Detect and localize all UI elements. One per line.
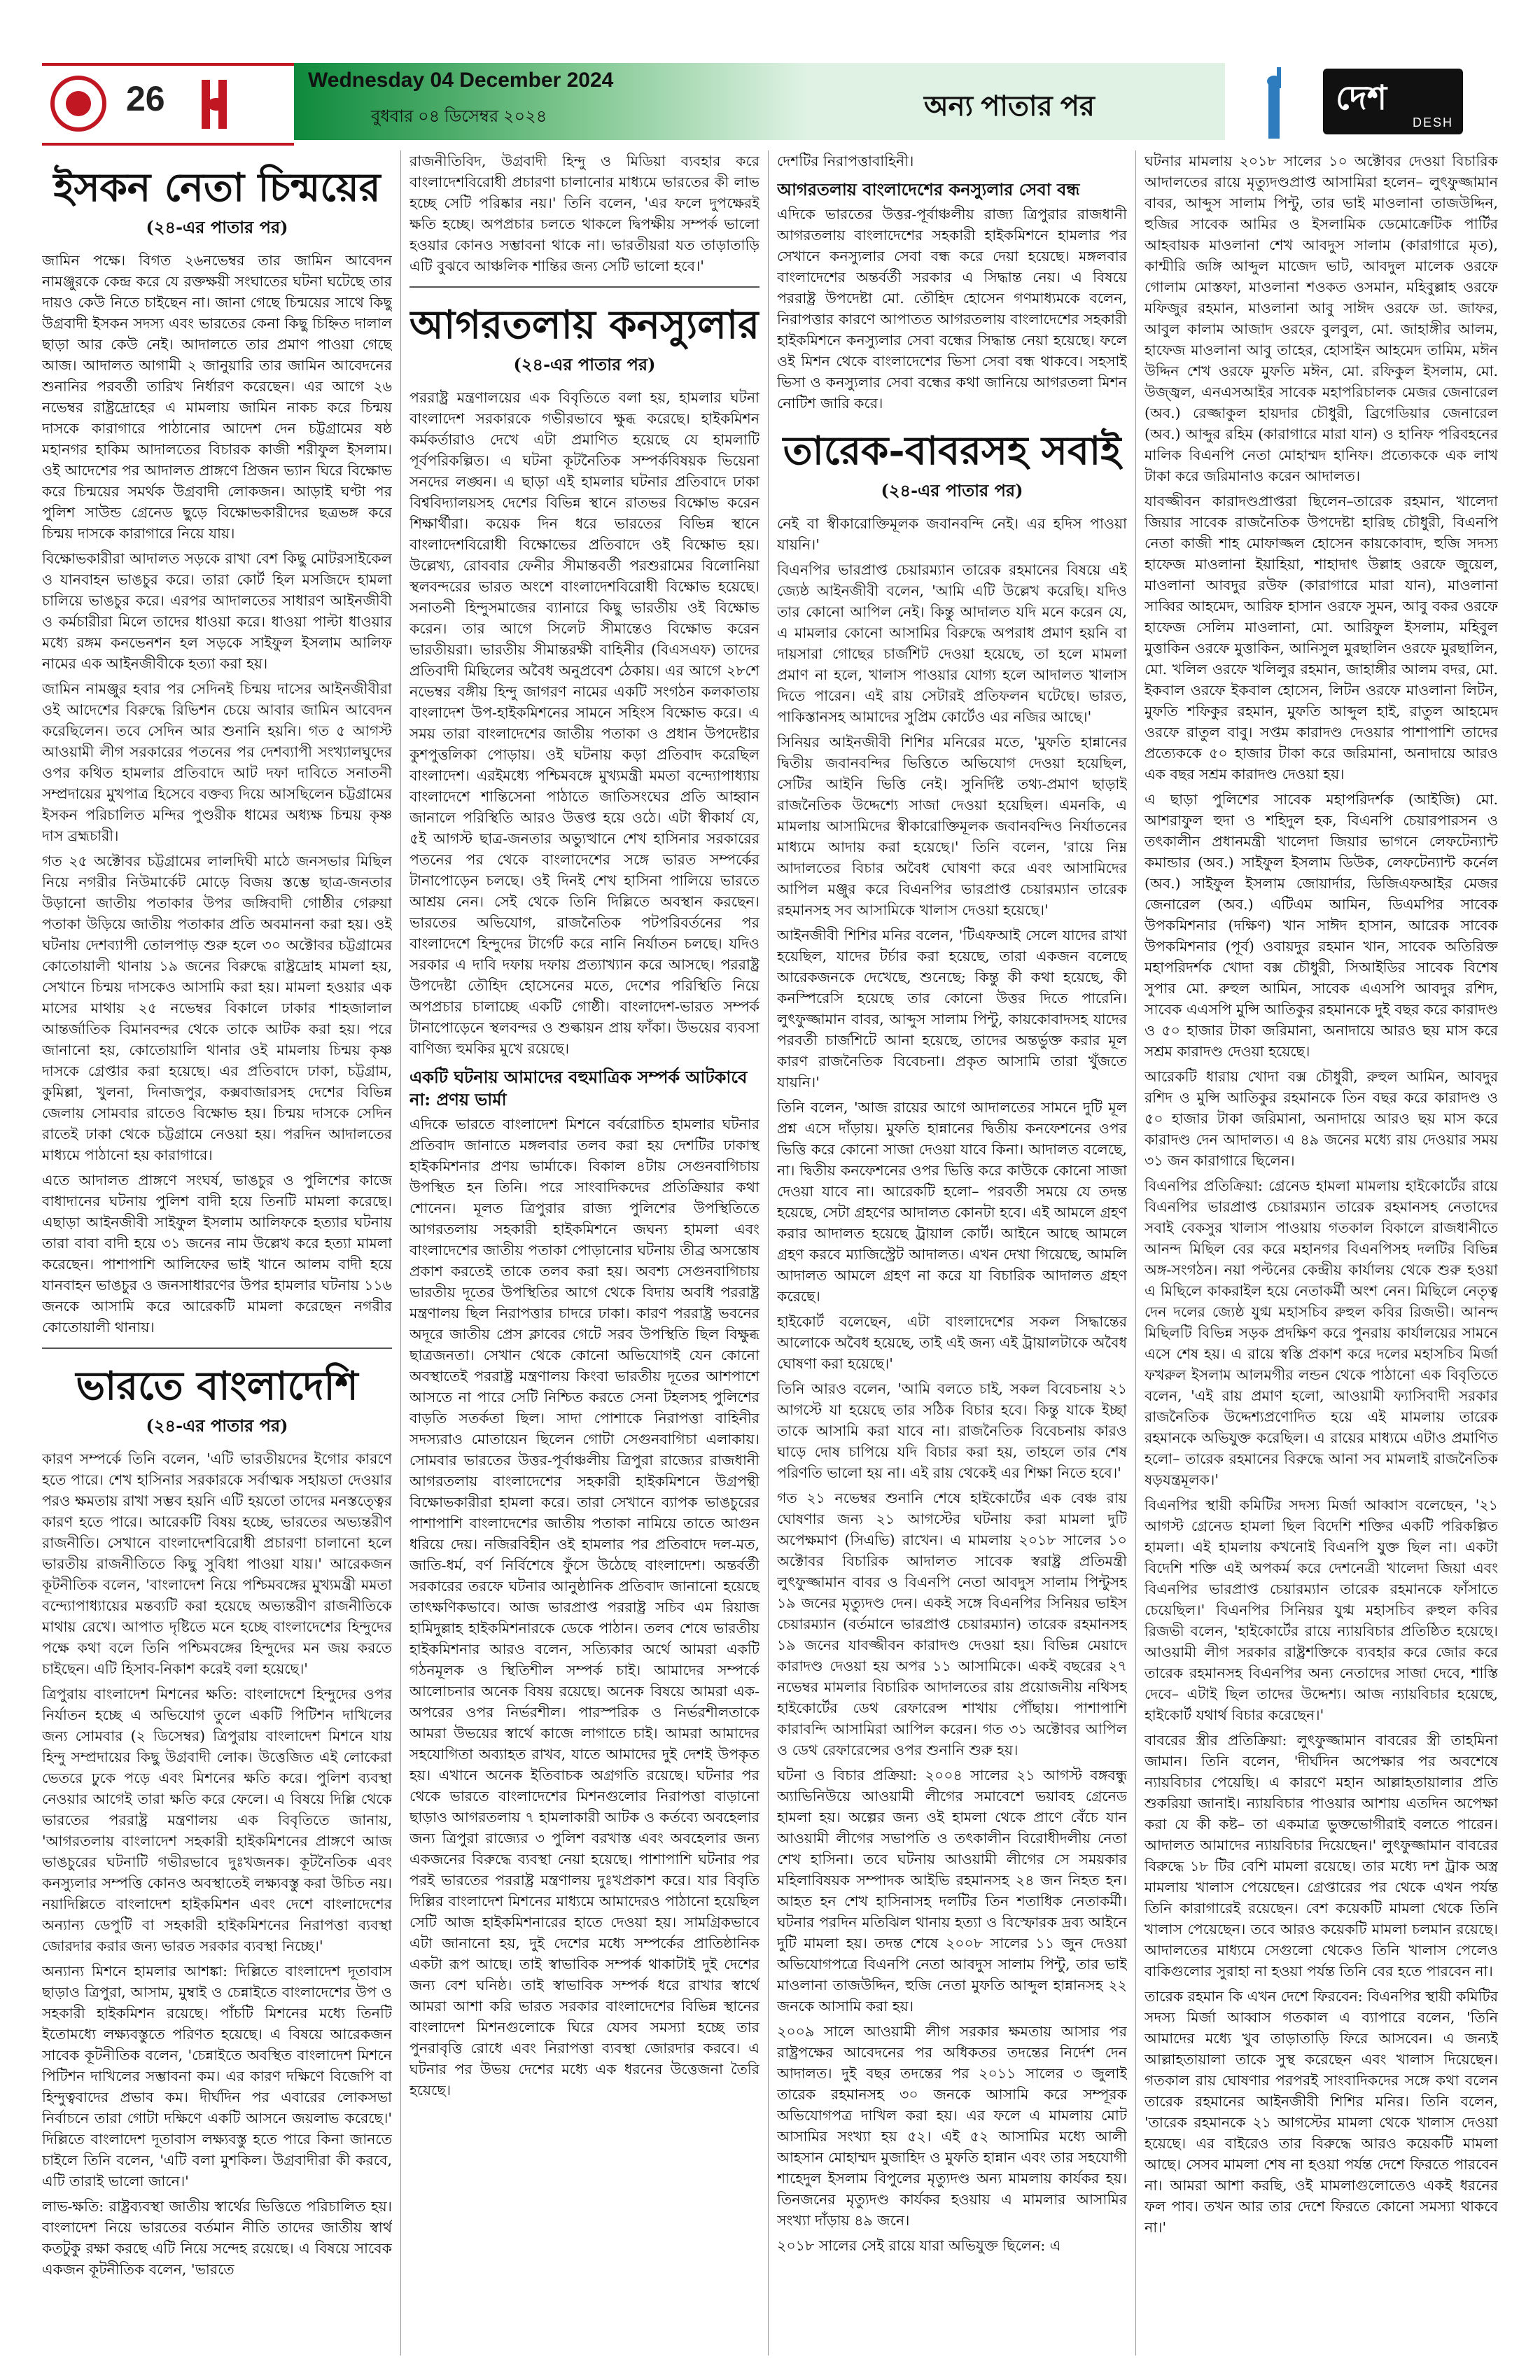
column-divider [1135,150,1136,2356]
paragraph: ঘটনা ও বিচার প্রক্রিয়া: ২০০৪ সালের ২১ আগস্ট বঙ্গবন্ধু অ্যাভিনিউয়ে আওয়ামী লীগের সমাবেশে ভয়াবহ গ্রেনেড হামলা হয়। অল্পের জন্য ওই হামলা থেকে প্রাণে বেঁচে যান আওয়ামী লীগের সভাপতি ও তৎকালীন বিরোধীদলীয় নেতা শেখ হাসিনা। তবে ঘটনায় আওয়ামী লীগের সে সময়কার মহিলাবিষয়ক সম্পাদক আইভি রহমানসহ ২৪ জন নিহত হন। আহত হন শেখ হাসিনাসহ দলটির তিন শতাধিক নেতাকর্মী। ঘটনার পরদিন মতিঝিল থানায় হত্যা ও বিস্ফোরক দ্রব্য আইনে দুটি মামলা হয়। তদন্ত শেষে ২০০৮ সালের ১১ জুন দেওয়া অভিযোগপত্রে বিএনপি নেতা আবদুস সালাম পিন্টু, তার ভাই মাওলানা তাজউদ্দিন, হুজি নেতা মুফতি আব্দুল হান্নানসহ ২২ জনকে আসামি করা হয়। [777,1767,1127,2015]
subhead-agartala-consular: (২৪-এর পাতার পর) [513,354,656,374]
paragraph: কারণ সম্পর্কে তিনি বলেন, 'এটি ভারতীয়দের ইগোর কারণে হতে পারে। শেখ হাসিনার সরকারকে সর্বাত্মক সহায়তা দেওয়ার পরও ক্ষমতায় রাখা সম্ভব হয়নি এটি হয়তো তাদের মনস্তত্ত্বের কারণ হতে পারে। আরেকটি বিষয় হচ্ছে, ভারতের অভ্যন্তরীণ রাজনীতি। সেখানে বাংলাদেশবিরোধী প্রচারণা চালানো হলে ভারতীয় রাজনীতিতে কিছু সুবিধা পাওয়া যায়।' আরেকজন কূটনীতিক বলেন, 'বাংলাদেশ নিয়ে পশ্চিমবঙ্গের মুখ্যমন্ত্রী মমতা বন্দ্যোপাধ্যায়ের মন্তব্যটি করা হয়েছে অভ্যন্তরীণ রাজনীতিকে মাথায় রেখে। আপাত দৃষ্টিতে মনে হচ্ছে বাংলাদেশের হিন্দুদের পক্ষে কথা বলে তিনি পশ্চিমবঙ্গের হিন্দুদের মন জয় করতে চাইছেন। এটি হিসাব-নিকাশ করেই বলা হয়েছে।' [42,1450,392,1677]
paragraph: গত ২১ নভেম্বর শুনানি শেষে হাইকোর্টের এক বেঞ্চ রায় ঘোষণার জন্য ২১ আগস্টের ঘটনায় করা মামলা দুটি অপেক্ষমাণ (সিএভি) রাখেন। এ মামলায় ২০১৮ সালের ১০ অক্টোবর বিচারিক আদালত সাবেক স্বরাষ্ট্র প্রতিমন্ত্রী লুৎফুজ্জামান বাবর ও বিএনপি নেতা আবদুস সালাম পিন্টুসহ ১৯ জনের মৃত্যুদণ্ড দেন। একই সঙ্গে বিএনপির সিনিয়র ভাইস চেয়ারম্যান (বর্তমানে ভারপ্রাপ্ত চেয়ারম্যান) তারেক রহমানসহ ১৯ জনের যাবজ্জীবন কারাদণ্ড দেওয়া হয়। বিভিন্ন মেয়াদে কারাদণ্ড দেওয়া হয় অপর ১১ আসামিকে। একই বছরের ২৭ নভেম্বর মামলার বিচারিক আদালতের রায় প্রয়োজনীয় নথিসহ হাইকোর্টের ডেথ রেফারেন্স শাখায় পৌঁছায়। পাশাপাশি কারাবন্দি আসামিরা আপিল করেন। গত ৩১ অক্টোবর আপিল ও ডেথ রেফারেন্সের ওপর শুনানি শুরু হয়। [777,1490,1127,1758]
subhead-iskcon: (২৪-এর পাতার পর) [146,217,288,237]
section-title: অন্য পাতার পর [924,91,1095,122]
paragraph: পররাষ্ট্র মন্ত্রণালয়ের এক বিবৃতিতে বলা হয়, হামলার ঘটনা বাংলাদেশ সরকারকে গভীরভাবে ক্ষুব্ধ করেছে। হাইকমিশন কর্মকর্তারাও দেখে এটা প্রমাণিত হয়েছে যে হামলাটি পূর্বপরিকল্পিত। এ ঘটনা কূটনৈতিক সম্পর্কবিষয়ক ভিয়েনা সনদের লঙ্ঘন। এ ছাড়া এই হামলার ঘটনার প্রতিবাদে ঢাকা বিশ্ববিদ্যালয়সহ দেশের বিভিন্ন স্থানে রাতভর বিক্ষোভ করেন শিক্ষার্থীরা। কয়েক দিন ধরে ভারতের বিভিন্ন স্থানে বাংলাদেশবিরোধী বিক্ষোভের প্রতিবাদে ওই বিক্ষোভ হয়। উল্লেখ্য, রোববার ফেনীর সীমান্তবর্তী পরশুরামের বিলোনিয়া স্থলবন্দরের ভারত অংশে বাংলাদেশবিরোধী বিক্ষোভ হয়েছে। সনাতনী হিন্দুসমাজের ব্যানারে কিছু ভারতীয় ওই বিক্ষোভ করেন। তার আগে সিলেট সীমান্তেও বিক্ষোভ করেন ভারতীয়রা। ভারতীয় সীমান্তরক্ষী বাহিনীর (বিএসএফ) তাদের প্রতিবাদী মিছিলের অবৈধ অনুপ্রবেশ ঠেকায়। এর আগে ২৮শে নভেম্বর বঙ্গীয় হিন্দু জাগরণ নামের একটি সংগঠন কলকাতায় বাংলাদেশ উপ-হাইকমিশনের সামনে সহিংস বিক্ষোভ করে। এ সময় তারা বাংলাদেশের জাতীয় পতাকা ও প্রধান উপদেষ্টার কুশপুত্তলিকা পোড়ায়। ওই ঘটনায় কড়া প্রতিবাদ করেছিল বাংলাদেশ। এরইমধ্যে পশ্চিমবঙ্গে মুখ্যমন্ত্রী মমতা বন্দ্যোপাধ্যায় বাংলাদেশে শান্তিসেনা পাঠাতে জাতিসংঘের প্রতি আহ্বান জানালে পরিস্থিতি আরও উত্তপ্ত হয়ে ওঠে। এটা স্বীকার্য যে, ৫ই আগস্ট ছাত্র-জনতার অভ্যুত্থানে শেখ হাসিনার সরকারের পতনের পর থেকে বাংলাদেশের সঙ্গে ভারত সম্পর্কের টানাপোড়েন চলছে। ওই দিনই শেখ হাসিনা পালিয়ে ভারতে আশ্রয় নেন। সেই থেকে তিনি দিল্লিতে অবস্থান করছেন। ভারতের অভিযোগ, রাজনৈতিক পটপরিবর্তনের পর বাংলাদেশে হিন্দুদের টার্গেট করে নানি নির্যাতন চলছে। যদিও সরকার এ দাবি দফায় দফায় প্রত্যাখ্যান করে আসছে। পররাষ্ট্র উপদেষ্টা তৌহিদ হোসেনের মতে, দেশের পরিস্থিতি নিয়ে অপপ্রচার চালাচ্ছে একটি গোষ্ঠী। বাংলাদেশ-ভারত সম্পর্ক টানাপোড়েনে স্থলবন্দর ও শুল্কায়ন প্রায় ফাঁকা। উভয়ের ব্যবসা বাণিজ্য হুমকির মুখে রয়েছে। [410,389,760,1057]
paragraph: বিক্ষোভকারীরা আদালত সড়কে রাখা বেশ কিছু মোটরসাইকেল ও যানবাহন ভাঙচুর করে। তারা কোর্ট হিল মসজিদে হামলা চালিয়ে ভাঙচুর করে। এরপর আদালতের সাধারণ আইনজীবী ও কর্মচারীরা মিলে তাদের ধাওয়া করে। ধাওয়া পাল্টা ধাওয়ার মধ্যে রঙ্গম কনভেনশন হল সড়কে সাইফুল ইসলাম আলিফ নামের এক আইনজীবীকে হত্যা করা হয়। [42,550,392,672]
column-divider [400,150,401,2356]
paragraph: আরেকটি ধারায় খোদা বক্স চৌধুরী, রুহুল আমিন, আবদুর রশিদ ও মুন্সি আতিকুর রহমানকে তিন বছর করে কারাদণ্ড ও ৫০ হাজার টাকা জরিমানা, অনাদায়ে আরও ছয় মাস করে কারাদণ্ড দেন আদালত। এ ৪৯ জনের মধ্যে রায় দেওয়ার সময় ৩১ জন কারাগারে ছিলেন। [1144,1068,1498,1169]
column-1 [42,150,392,2356]
masthead-right [1225,63,1498,140]
paragraph: বিএনপির প্রতিক্রিয়া: গ্রেনেড হামলা মামলায় হাইকোর্টের রায়ে বিএনপির ভারপ্রাপ্ত চেয়ারম্যান তারেক রহমানসহ নেতাদের সবাই বেকসুর খালাস পাওয়ায় গতকাল বিকালে রাজধানীতে আনন্দ মিছিল বের করে মহানগর বিএনপিসহ দলটির বিভিন্ন অঙ্গ-সংগঠন। নয়া পল্টনের কেন্দ্রীয় কার্যালয় থেকে শুরু হওয়া এ মিছিলে কাকরাইল হয়ে নেতাকর্মী অংশ নেন। মিছিলে নেতৃত্ব দেন দলের জ্যেষ্ঠ যুগ্ম মহাসচিব রুহুল কবির রিজভী। আনন্দ মিছিলটি বিভিন্ন সড়ক প্রদক্ষিণ করে পুনরায় কার্যালয়ের সামনে এসে শেষ হয়। এ রায়ে স্বস্তি প্রকাশ করে দলের মহাসচিব মির্জা ফখরুল ইসলাম আলমগীর লন্ডন থেকে পাঠানো এক বিবৃতিতে বলেন, 'এই রায় প্রমাণ হলো, আওয়ামী ফ্যাসিবাদী সরকার রাজনৈতিক উদ্দেশ্যপ্রণোদিত হয়ে এই মামলায় তারেক রহমানকে অভিযুক্ত করেছিল। এ রায়ের মাধ্যমে এটাও প্রমাণিত হলো– তারেক রহমানের বিরুদ্ধে আনা সব মামলাই রাজনৈতিক ষড়যন্ত্রমূলক।' [1144,1177,1498,1488]
paragraph: সিনিয়র আইনজীবী শিশির মনিরের মতে, 'মুফতি হান্নানের দ্বিতীয় জবানবন্দির ভিত্তিতে অভিযোগ দেওয়া হয়েছিল, সেটির আইনি ভিত্তি নেই। সুনির্দিষ্ট তথ্য-প্রমাণ ছাড়াই রাজনৈতিক উদ্দেশ্যে সাজা দেওয়া হয়েছিল। এমনকি, এ মামলায় আসামিদের স্বীকারোক্তিমূলক জবানবন্দিও নির্যাতনের মাধ্যমে আদায় করা হয়েছে।' তিনি বলেন, 'রায়ে নিম্ন আদালতের বিচার অবৈধ ঘোষণা করে এবং আসামিদের আপিল মঞ্জুর করে বিএনপির ভারপ্রাপ্ত চেয়ারম্যান তারেক রহমানসহ সব আসামিকে খালাস দেওয়া হয়েছে।' [777,734,1127,918]
paragraph: ২০০৯ সালে আওয়ামী লীগ সরকার ক্ষমতায় আসার পর রাষ্ট্রপক্ষের আবেদনের পর অধিকতর তদন্তের নির্দেশ দেন আদালত। দুই বছর তদন্তের পর ২০১১ সালের ৩ জুলাই তারেক রহমানসহ ৩০ জনকে আসামি করে সম্পূরক অভিযোগপত্র দাখিল করা হয়। এর ফলে এ মামলায় মোট আসামির সংখ্যা হয় ৫২। এই ৫২ আসামির মধ্যে আলী আহসান মোহাম্মদ মুজাহিদ ও মুফতি হান্নান এবং তার সহযোগী শাহেদুল ইসলাম বিপুলের মৃত্যুদণ্ড অন্য মামলায় কার্যকর হয়। তিনজনের মৃত্যুদণ্ড কার্যকর হওয়ায় এ মামলার আসামির সংখ্যা দাঁড়ায় ৪৯ জনে। [777,2023,1127,2229]
paragraph: জামিন পক্ষে। বিগত ২৬নভেম্বর তার জামিন আবেদন নামঞ্জুরকে কেন্দ্র করে যে রক্তক্ষয়ী সংঘাতের ঘটনা ঘটেছে তার দায়ও কেউ নিতে চাইছেন না। জানা গেছে চিন্ময়ের সাথে কিছু উগ্রবাদী ইসকন সদস্য এবং ভারতের কেনা কিছু চিহ্নিত দালাল ছাড়া আর কেউ নেই। আদালতে তার প্রমাণ পাওয়া গেছে আজ। আদালত আগামী ২ জানুয়ারি তার জামিন আবেদনের শুনানির পরবর্তী তারিখ নির্ধারণ করেছেন। এর আগে ২৬ নভেম্বর রাষ্ট্রদ্রোহের এ মামলায় জামিন নাকচ করে চিন্ময় দাসকে কারাগারে পাঠানোর আদেশ দেন চট্টগ্রামের ষষ্ঠ মহানগর হাকিম আদালতের বিচারক কাজী শরীফুল ইসলাম। ওই আদেশের পর আদালত প্রাঙ্গণে প্রিজন ভ্যান ঘিরে বিক্ষোভ করে চিন্ময়ের সমর্থক উগ্রবাদী লোকজন। আড়াই ঘণ্টা পর পুলিশ সাউন্ড গ্রেনেড ছুড়ে বিক্ষোভকারীদের ছত্রভঙ্গ করে চিন্ময় দাসকে কারাগারে নিয়ে যায়। [42,252,392,542]
paragraph: হাইকোর্ট বলেছেন, এটা বাংলাদেশের সকল সিদ্ধান্তের আলোকে অবৈধ হয়েছে, তাই এই জন্য এই ট্রায়ালটাকে অবৈধ ঘোষণা করা হয়েছে।' [777,1313,1127,1372]
paragraph: ২০১৮ সালের সেই রায়ে যারা অভিযুক্ত ছিলেন: এ [777,2237,1061,2254]
column-4 [1144,150,1498,2356]
paragraph: তিনি আরও বলেন, 'আমি বলতে চাই, সকল বিবেচনায় ২১ আগস্টে যা হয়েছে তার সঠিক বিচার হবে। কিন্তু যাকে ইচ্ছা তাকে আসামি করা যাবে না। রাজনৈতিক বিবেচনায় কারও ঘাড়ে দোষ চাপিয়ে যদি বিচার করা হয়, তাহলে তার শেষ পরিণতি ভালো হয় না। এই রায় থেকেই এর শিক্ষা নিতে হবে।' [777,1380,1127,1481]
paragraph: গত ২৫ অক্টোবর চট্টগ্রামের লালদিঘী মাঠে জনসভার মিছিল নিয়ে নগরীর নিউমার্কেট মোড়ে বিজয় স্তম্ভে ছাত্র-জনতার উড়ানো জাতীয় পতাকার উপর জঙ্গিবাদী গোষ্ঠীর গেরুয়া পতাকা উড়িয়ে জাতীয় পতাকার প্রতি অবমাননা করা হয়। ওই ঘটনায় দেশব্যাপী তোলপাড় শুরু হলে ৩০ অক্টোবর চট্টগ্রামের কোতোয়ালী থানায় ১৯ জনের বিরুদ্ধে রাষ্ট্রদ্রোহ মামলা হয়, সেখানে চিন্ময় দাসকেও আসামি করা হয়। মামলা হওয়ার এক মাসের মাথায় ২৫ নভেম্বর বিকালে ঢাকার শাহজালাল আন্তর্জাতিক বিমানবন্দর থেকে তাকে আটক করা হয়। পরে জানানো হয়, কোতোয়ালি থানার ওই মামলায় চিন্ময় কৃষ্ণ দাসকে গ্রেপ্তার করা হয়েছে। এর প্রতিবাদে ঢাকা, চট্টগ্রাম, কুমিল্লা, খুলনা, দিনাজপুর, কক্সবাজারসহ দেশের বিভিন্ন জেলায় সোমবার রাতেও বিক্ষোভ হয়। চিন্ময় দাসকে সেদিন রাতেই ঢাকা থেকে চট্টগ্রামে নেওয়া হয়। পরদিন আদালতের মাধ্যমে পাঠানো হয় কারাগারে। [42,853,392,1163]
column-2 [410,150,760,2356]
paragraph: লাভ-ক্ষতি: রাষ্ট্রব্যবস্থা জাতীয় স্বার্থের ভিত্তিতে পরিচালিত হয়। বাংলাদেশ নিয়ে ভারতের বর্তমান নীতি তাদের জাতীয় স্বার্থ কতটুকু রক্ষা করছে এটি নিয়ে সন্দেহ রয়েছে। এ বিষয়ে সাবেক একজন কূটনীতিক বলেন, 'ভারতে [42,2198,392,2278]
paragraph: এদিকে ভারতে বাংলাদেশ মিশনে বর্বরোচিত হামলার ঘটনার প্রতিবাদ জানাতে মঙ্গলবার তলব করা হয় দেশটির ঢাকাস্থ হাইকমিশনার প্রণয় ভার্মাকে। বিকাল ৪টায় সেগুনবাগিচায় উপস্থিত হন তিনি। পরে সাংবাদিকদের প্রতিক্রিয়ার কথা শোনেন। মূলত ত্রিপুরার রাজ্য পুলিশের উপস্থিতিতে আগরতলায় সহকারী হাইকমিশনে জঘন্য হামলা এবং বাংলাদেশের জাতীয় পতাকা পোড়ানোর ঘটনায় তীব্র অসন্তোষ প্রকাশ করতেই তাকে তলব করা হয়। অবশ্য সেগুনবাগিচায় ভারতীয় দূতের উপস্থিতির আগে থেকে বিদায় অবধি পররাষ্ট্র মন্ত্রণালয় ছিল নিরাপত্তার চাদরে ঢাকা। কারণ পররাষ্ট্র ভবনের অদূরে জাতীয় প্রেস ক্লাবের গেটে সরব উপস্থিতি ছিল বিক্ষুব্ধ ছাত্রজনতা। সেখান থেকে কোনো অভিযোগই যেন কোনো অবস্থাতেই পররাষ্ট্র মন্ত্রণালয় কিংবা ভারতীয় দূতের আশপাশে আসতে না পারে সেটি নিশ্চিত করতে সেনা টহলসহ পুলিশের বাড়তি সতর্কতা ছিল। সাদা পোশাকে নিরাপত্তা বাহিনীর সদস্যরাও মোতায়েন ছিলেন গোটা সেগুনবাগিচা এলাকায়। সোমবার ভারতের উত্তর-পূর্বাঞ্চলীয় ত্রিপুরা রাজ্যের রাজধানী আগরতলায় বাংলাদেশের সহকারী হাইকমিশনে উগ্রপন্থী বিক্ষোভকারীরা হামলা করে। তারা সেখানে ব্যাপক ভাঙচুরের পাশাপাশি বাংলাদেশের জাতীয় পতাকা নামিয়ে তাতে আগুন ধরিয়ে দেয়। নজিরবিহীন ওই হামলার পর প্রতিবাদে দল-মত, জাতি-ধর্ম, বর্ণ নির্বিশেষে ফুঁসে উঠেছে বাংলাদেশ। অন্তর্বর্তী সরকারের তরফে ঘটনার আনুষ্ঠানিক প্রতিবাদ জানানো হয়েছে তাৎক্ষণিকভাবে। আজ ভারপ্রাপ্ত পররাষ্ট্র সচিব এম রিয়াজ হামিদুল্লাহ হাইকমিশনারকে ডেকে পাঠান। তলব শেষে ভারতীয় হাইকমিশনার আরও বলেন, সত্যিকার অর্থে আমরা একটি গঠনমূলক ও স্থিতিশীল সম্পর্ক চাই। আমাদের সম্পর্কে আলোচনার অনেক বিষয় রয়েছে। অনেক বিষয়ে আমরা এক-অপরের ওপর নির্ভরশীল। পারস্পরিক ও নির্ভরশীলতাকে আমরা উভয়ের স্বার্থে কাজে লাগাতে চাই। আমরা আমাদের সহযোগিতা অব্যাহত রাখব, যাতে আমাদের দুই দেশই উপকৃত হয়। এখানে অনেক ইতিবাচক অগ্রগতি রয়েছে। ঘটনার পর থেকে ভারতে বাংলাদেশের মিশনগুলোর নিরাপত্তা বাড়ানো ছাড়াও আগরতলায় ৭ হামলাকারী আটক ও কর্তব্যে অবহেলার জন্য ত্রিপুরা রাজ্যের ৩ পুলিশ বরখাস্ত এবং অবহেলার জন্য একজনের বিরুদ্ধে ব্যবস্থা নেয়া হয়েছে। পাশাপাশি ঘটনার পর পরই ভারতের পররাষ্ট্র মন্ত্রণালয় দুঃখপ্রকাশ করে। যার বিবৃতি দিল্লির বাংলাদেশ মিশনের মাধ্যমে আমাদেরও পাঠানো হয়েছিল সেটি আজ হাইকমিশনারের হাতে দেওয়া হয়। সামগ্রিকভাবে এটা জানানো হয়, দুই দেশের মধ্যে সম্পর্কের প্রাতিষ্ঠানিক একটা রূপ আছে। তাই স্বাভাবিক সম্পর্ক থাকাটাই দুই দেশের জন্য বেশ ঘনিষ্ঠ। তাই স্বাভাবিক সম্পর্ক ধরে রাখার স্বার্থে আমরা আশা করি ভারত সরকার বাংলাদেশের বিভিন্ন স্থানের বাংলাদেশ মিশনগুলোকে ঘিরে যেসব সমস্যা হচ্ছে তার পুনরাবৃত্তি রোধে এবং নিরাপত্তা ব্যবস্থা জোরদার করবে। এ ঘটনার পর উভয় দেশের মধ্যে এক ধরনের উত্তেজনা তৈরি হয়েছে। [410,1116,760,2099]
paragraph: তারেক রহমান কি এখন দেশে ফিরবেন: বিএনপির স্থায়ী কমিটির সদস্য মির্জা আব্বাস গতকাল এ ব্যাপারে বলেন, 'তিনি আমাদের মধ্যে খুব তাড়াতাড়ি ফিরে আসবেন। এ জন্যই আল্লাহতায়ালা তাকে সুস্থ করেছেন এবং খালাস দিয়েছেন। গতকাল রায় ঘোষণার পরপরই সাংবাদিকদের সঙ্গে কথা বলেন তারেক রহমানের আইনজীবী শিশির মনির। তিনি বলেন, 'তারেক রহমানকে ২১ আগস্টের মামলা থেকে খালাস দেওয়া হয়েছে। এর বাইরেও তার বিরুদ্ধে আরও কয়েকটি মামলা আছে। সেসব মামলা শেষ না হওয়া পর্যন্ত দেশে ফিরতে পারবেন না। আমরা আশা করছি, ওই মামলাগুলোতেও একই ধরনের ফল পাব। তখন আর তার দেশে ফিরতে কোনো সমস্যা থাকবে না।' [1144,1988,1498,2236]
paragraph: বিএনপির ভারপ্রাপ্ত চেয়ারম্যান তারেক রহমানের বিষয়ে এই জ্যেষ্ঠ আইনজীবী বলেন, 'আমি এটি উল্লেখ করেছি। যদিও তার কোনো আপিল নেই। কিন্তু আদালত যদি মনে করেন যে, এ মামলার কোনো আসামির বিরুদ্ধে অপরাধ প্রমাণ হয়নি বা দায়সারা গোছের চার্জশিট দেওয়া হয়েছে, তা হলে মামলা প্রমাণ না হলে, খালাস পাওয়ার যোগ্য হলে আদালত খালাস দিতে পারেন। এই রায় সেটারই প্রতিফলন ঘটেছে। ভারত, পাকিস্তানসহ আমাদের সুপ্রিম কোর্টেও এর নজির আছে।' [777,561,1127,725]
article-iskcon-body [42,250,392,1338]
headline-tarek-babor: তারেক-বাবরসহ সবাই [783,428,1121,474]
masthead-left [42,63,294,146]
column-divider [768,150,769,2356]
paragraph: অন্যান্য মিশনে হামলার আশঙ্কা: দিল্লিতে বাংলাদেশ দূতাবাস ছাড়াও ত্রিপুরা, আসাম, মুম্বাই ও চেন্নাইতে বাংলাদেশের উপ ও সহকারী হাইকমিশন রয়েছে। পাঁচটি মিশনের মধ্যে তিনটি ইতোমধ্যে লক্ষ্যবস্তুতে পরিণত হয়েছে। এ বিষয়ে আরেকজন সাবেক কূটনীতিক বলেন, 'চেন্নাইতে অবস্থিত বাংলাদেশ মিশনে পিটিশন দাখিলের সম্ভাবনা কম। এর কারণ দক্ষিণে বিজেপি বা হিন্দুত্ববাদের প্রভাব কম। দীর্ঘদিন পর এবারের লোকসভা নির্বাচনে তারা গোটা দক্ষিণে একটি আসনে জয়লাভ করেছে।' দিল্লিতে বাংলাদেশ দূতাবাস লক্ষ্যবস্তু হতে পারে কিনা জানতে চাইলে তিনি বলেন, 'এটি বলা মুশকিল। উগ্রবাদীরা কী করবে, এটি তারাই ভালো জানে।' [42,1963,392,2190]
headline-iskcon: ইসকন নেতা চিন্ময়ের [53,164,381,211]
paragraph: ঘটনার মামলায় ২০১৮ সালের ১০ অক্টোবর দেওয়া বিচারিক আদালতের রায়ে মৃত্যুদণ্ডপ্রাপ্ত আসামিরা হলেন– লুৎফুজ্জামান বাবর, আব্দুস সালাম পিন্টু, তার ভাই মাওলানা তাজউদ্দিন, হুজির সাবেক আমির ও ইসলামিক ডেমোক্রেটিক পার্টির আহবায়ক মাওলানা শেখ আবদুস সালাম (কারাগারে মৃত), কাশ্মীরি জঙ্গি আব্দুল মাজেদ ভাট, আবদুল মালেক ওরফে গোলাম মোস্তফা, মাওলানা শওকত ওসমান, মহিবুল্লাহ ওরফে মফিজুর রহমান, মাওলানা আবু সাঈদ ওরফে ডা. জাফর, আবুল কালাম আজাদ ওরফে বুলবুল, মো. জাহাঙ্গীর আলম, হাফেজ মাওলানা আবু তাহের, হোসাইন আহমেদ তামিম, মঈন উদ্দিন শেখ ওরফে মুফতি মঈন, মো. রফিকুল ইসলাম, মো. উজ্জ্বল, এনএসআইর সাবেক মহাপরিচালক মেজর জেনারেল (অব.) রেজ্জাকুল হায়দার চৌধুরী, ব্রিগেডিয়ার জেনারেল (অব.) আব্দুর রহিম (কারাগারে মারা যান) ও হানিফ পরিবহনের মালিক বিএনপি নেতা মোহাম্মদ হানিফ। প্রত্যেককে এক লাখ টাকা করে জরিমানাও করেন আদালত। [1144,153,1498,484]
paragraph: বাবরের স্ত্রীর প্রতিক্রিয়া: লুৎফুজ্জামান বাবরের স্ত্রী তাহমিনা জামান। তিনি বলেন, 'দীর্ঘদিন অপেক্ষার পর অবশেষে ন্যায়বিচার পেয়েছি। এ কারণে মহান আল্লাহতায়ালার প্রতি শুকরিয়া জানাই। ন্যায়বিচার পাওয়ার আশায় এতদিন অপেক্ষা করা যে কী কষ্ট– তা একমাত্র ভুক্তভোগীরাই বলতে পারেন। আদালত আমাদের ন্যায়বিচার দিয়েছেন।' লুৎফুজ্জামান বাবরের বিরুদ্ধে ১৮ টির বেশি মামলা রয়েছে। তার মধ্যে দশ ট্রাক অস্ত্র মামলায় খালাস পেয়েছেন। গ্রেপ্তারের পর থেকে এখন পর্যন্ত তিনি কারাগারেই রয়েছেন। বেশ কয়েকটি মামলা থেকে তিনি খালাস পেয়েছেন। তবে আরও কয়েকটি মামলা চলমান রয়েছে। আদালতের মাধ্যমে সেগুলো থেকেও তিনি খালাস পেলেও বাকিগুলোর সুরাহা না হওয়া পর্যন্ত তিনি বের হতে পারবেন না। [1144,1732,1498,1980]
logo-text-bangla: দেশ [1336,78,1387,118]
column-3 [777,150,1127,2356]
subsection-heading-consular-closed: আগরতলায় বাংলাদেশের কনস্যুলার সেবা বন্ধ [777,179,1080,200]
paragraph: জামিন নামঞ্জুর হবার পর সেদিনই চিন্ময় দাসের আইনজীবীরা ওই আদেশের বিরুদ্ধে রিভিশন চেয়ে আবার জামিন আবেদন করেছিলেন। তবে সেদিন আর শুনানি হয়নি। গত ৫ আগস্ট আওয়ামী লীগ সরকারের পতনের পর দেশব্যাপী সংখ্যালঘুদের ওপর কথিত হামলার প্রতিবাদে আট দফা দাবিতে সনাতনী সম্প্রদায়ের মুখপাত্র হিসেবে বক্তব্য দিয়ে আসছিলেন চট্টগ্রামের ইসকন পরিচালিত মন্দির পুণ্ডরীক ধামের অধ্যক্ষ চিন্ময় কৃষ্ণ দাস ব্রহ্মচারী। [42,680,392,844]
statue-of-liberty-icon [1253,63,1295,140]
page-number: 26 [126,79,165,118]
globe-icon [50,76,106,132]
date-english: Wednesday 04 December 2024 [308,69,614,92]
paragraph: এ ছাড়া পুলিশের সাবেক মহাপরিদর্শক (আইজি) মো. আশরাফুল হুদা ও শহিদুল হক, বিএনপি চেয়ারপারসন ও তৎকালীন প্রধানমন্ত্রী খালেদা জিয়ার ভাগনে লেফটেন্যান্ট কমান্ডার (অব.) সাইফুল ইসলাম ডিউক, লেফটেন্যান্ট কর্নেল (অব.) সাইফুল ইসলাম জোয়ার্দার, ডিজিএফআইর মেজর জেনারেল (অব.) এটিএম আমিন, ডিএমপির সাবেক উপকমিশনার (দক্ষিণ) খান সাঈদ হাসান, আরেক সাবেক উপকমিশনার (পূর্ব) ওবায়দুর রহমান খান, সাবেক অতিরিক্ত মহাপরিদর্শক খোদা বক্স চৌধুরী, সিআইডির সাবেক বিশেষ সুপার মো. রুহুল আমিন, সাবেক এএসপি আবদুর রশিদ, সাবেক এএসপি মুন্সি আতিকুর রহমানকে দুই বছর করে কারাদণ্ড ও ৫০ হাজার টাকা জরিমানা, অনাদায়ে আরও ছয় মাস করে সশ্রম কারাদণ্ড দেওয়া হয়েছে। [1144,791,1498,1060]
newspaper-emblem-icon [196,80,238,129]
paragraph: তিনি বলেন, 'আজ রায়ের আগে আদালতের সামনে দুটি মূল প্রশ্ন এসে দাঁড়ায়। মুফতি হান্নানের দ্বিতীয় কনফেশনের ওপর ভিত্তি করে কোনো সাজা দেওয়া যাবে কিনা। আদালত বলেছে, না। দ্বিতীয় কনফেশনের ওপর ভিত্তি করে কাউকে কোনো সাজা দেওয়া যাবে না। আরেকটি হলো– পরবর্তী সময়ে যে তদন্ত হয়েছে, সেটা গ্রহণের আদালত কোনটা হবে। এই আমলে গ্রহণ করার আদালত হয়েছে ট্রায়াল কোর্ট। আইনে আছে আমলে গ্রহণ করবে ম্যাজিস্ট্রেট আদালত। এখন দেখা গিয়েছে, আমলি আদালত আমলে গ্রহণ না করে যা বিচারিক আদালত গ্রহণ করেছে। [777,1099,1127,1305]
paragraph: ত্রিপুরায় বাংলাদেশ মিশনের ক্ষতি: বাংলাদেশে হিন্দুদের ওপর নির্যাতন হচ্ছে এ অভিযোগ তুলে একটি পিটিশন দাখিলের জন্য সোমবার (২ ডিসেম্বর) ত্রিপুরায় বাংলাদেশ মিশনে যায় হিন্দু সম্প্রদায়ের কিছু উগ্রবাদী লোক। উত্তেজিত এই লোকেরা ভেতরে ঢুকে পড়ে এবং মিশনের ক্ষতি করে। পুলিশ ব্যবস্থা নেওয়ার আগেই তারা ক্ষতি করে ফেলে। এ বিষয়ে দিল্লি থেকে ভারতের পররাষ্ট্র মন্ত্রণালয় এক বিবৃতিতে জানায়, 'আগরতলায় বাংলাদেশ সহকারী হাইকমিশনের প্রাঙ্গণে আজ ভাঙচুরের ঘটনাটি গভীরভাবে দুঃখজনক। কূটনৈতিক এবং কনস্যুলার সম্পত্তি কোনও অবস্থাতেই লক্ষ্যবস্তু করা উচিত নয়। নয়াদিল্লিতে বাংলাদেশ হাইকমিশন এবং দেশে বাংলাদেশের অন্যান্য ডেপুটি বা সহকারী হাইকমিশনের নিরাপত্তা ব্যবস্থা জোরদার করার জন্য ভারত সরকার ব্যবস্থা নিচ্ছে।' [42,1686,392,1954]
paragraph: এতে আদালত প্রাঙ্গণে সংঘর্ষ, ভাঙচুর ও পুলিশের কাজে বাধাদানের ঘটনায় পুলিশ বাদী হয়ে তিনটি মামলা করেছে। এছাড়া আইনজীবী সাইফুল ইসলাম আলিফকে হত্যার ঘটনায় তারা বাবা বাদী হয়ে ৩১ জনের নাম উল্লেখ করে হত্যা মামলা করেছেন। পাশাপাশি আলিফের ভাই খানে আলম বাদী হয়ে যানবাহন ভাঙচুর ও জনসাধারণের উপর হামলার ঘটনায় ১১৬ জনকে আসামি করে আরেকটি মামলা করেছেন নগরীর কোতোয়ালী থানায়। [42,1172,392,1336]
paragraph: যাবজ্জীবন কারাদণ্ডপ্রাপ্তরা ছিলেন–তারেক রহমান, খালেদা জিয়ার সাবেক রাজনৈতিক উপদেষ্টা হারিছ চৌধুরী, বিএনপি নেতা কাজী শাহ মোফাজ্জল হোসেন কায়কোবাদ, হুজি সদস্য হাফেজ মাওলানা ইয়াহিয়া, শাহাদাৎ উল্লাহ ওরফে জুয়েল, মাওলানা আবদুর রউফ (কারাগারে মারা যান), মাওলানা সাব্বির আহমেদ, আরিফ হাসান ওরফে সুমন, আবু বকর ওরফে হাফেজ সেলিম মাওলানা, মো. আরিফুল ইসলাম, মহিবুল মুত্তাকিন ওরফে মুত্তাকিন, আনিসুল মুরছালিন ওরফে মুরছালিন, মো. খলিল ওরফে খলিলুর রহমান, জাহাঙ্গীর আলম বদর, মো. ইকবাল ওরফে ইকবাল হোসেন, লিটন ওরফে মাওলানা লিটন, মুফতি শফিকুর রহমান, মুফতি আব্দুল হাই, রাতুল আহমেদ ওরফে রাতুল বাবু। সপ্তম কারাদণ্ড দেওয়ার পাশাপাশি তাদের প্রত্যেককে ৫০ হাজার টাকা করে জরিমানা, অনাদায়ে আরও এক বছর সশ্রম কারাদণ্ড দেওয়া হয়। [1144,493,1498,783]
subsection-heading-pranay-verma: একটি ঘটনায় আমাদের বহুমাত্রিক সম্পর্ক আটকাবে না: প্রণয় ভার্মা [410,1067,748,1110]
paragraph: আইনজীবী শিশির মনির বলেন, 'টিএফআই সেলে যাদের রাখা হয়েছিল, যাদের টর্চার করা হয়েছে, তারা একজন বলেছে আরেকজনকে দেখেছে, শুনেছে; কিন্তু কী কথা হয়েছে, কী কনস্পিরেসি হয়েছে তার কোনো উত্তর দিতে পারেনি। লুৎফুজ্জামান বাবর, আব্দুস সালাম পিন্টু, কায়কোবাদসহ যাদের পরবর্তী চার্জশিটে আনা হয়েছে, তাদের অন্তর্ভুক্ত করার মূল কারণ রাজনৈতিক বিবেচনা। প্রকৃত আসামি তারা খুঁজতে যায়নি।' [777,927,1127,1091]
masthead [42,63,1498,140]
headline-agartala-consular: আগরতলায় কনস্যুলার [410,302,760,348]
divider [410,286,760,288]
logo-text-english: DESH [1412,115,1453,130]
article-agartala-body [410,387,760,1059]
article-bharote-body [42,1448,392,2280]
article-tarek-body [777,513,1127,2256]
paragraph: এদিকে ভারতের উত্তর-পূর্বাঞ্চলীয় রাজ্য ত্রিপুরার রাজধানী আগরতলায় বাংলাদেশের সহকারী হাইকমিশনে হামলার পর সেখানে কনস্যুলার সেবা বন্ধ করে দেয়া হয়েছে। মঙ্গলবার বাংলাদেশের অন্তর্বর্তী সরকার এ সিদ্ধান্ত নেয়। এ বিষয়ে পররাষ্ট্র উপদেষ্টা মো. তৌহিদ হোসেন গণমাধ্যমকে বলেন, নিরাপত্তার কারণে আপাতত আগরতলায় বাংলাদেশের সহকারী হাইকমিশনে কনস্যুলার সেবা বন্ধের সিদ্ধান্ত নেয়া হয়েছে। ফলে ওই মিশন থেকে বাংলাদেশের ভিসা সেবা বন্ধ থাকবে। সহসাই ভিসা ও কনস্যুলার সেবা বন্ধের কথা জানিয়ে আগরতলা মিশন নোটিশ জারি করে। [777,206,1127,412]
divider [42,1348,392,1349]
paragraph: বিএনপির স্থায়ী কমিটির সদস্য মির্জা আব্বাস বলেছেন, '২১ আগস্ট গ্রেনেড হামলা ছিল বিদেশি শক্তির একটি পরিকল্পিত হামলা। এই হামলায় কখনোই বিএনপি যুক্ত ছিল না। একটা বিদেশি শক্তি এই অপকর্ম করে দেশনেত্রী খালেদা জিয়া এবং বিএনপির ভারপ্রাপ্ত চেয়ারম্যান তারেক রহমানকে ফাঁসাতে চেয়েছিল।' বিএনপির সিনিয়র যুগ্ম মহাসচিব রুহুল কবির রিজভী বলেন, 'হাইকোর্টের রায়ে ন্যায়বিচার প্রতিষ্ঠিত হয়েছে। আওয়ামী লীগ সরকার রাষ্ট্রশক্তিকে ব্যবহার করে জোর করে তারেক রহমানসহ বিএনপির অন্য নেতাদের সাজা দেবে, শাস্তি দেবে– এটাই ছিল তাদের উদ্দেশ্য। আজ ন্যায়বিচার হয়েছে, হাইকোর্ট যথার্থ বিচার করেছেন।' [1144,1497,1498,1723]
paragraph: রাজনীতিবিদ, উগ্রবাদী হিন্দু ও মিডিয়া ব্যবহার করে বাংলাদেশবিরোধী প্রচারণা চালানোর মাধ্যমে ভারতের কী লাভ হচ্ছে সেটি পরিষ্কার নয়।' তিনি বলেন, 'এর ফলে দুপক্ষেরই ক্ষতি হচ্ছে। অপপ্রচার চলতে থাকলে দ্বিপক্ষীয় সম্পর্ক ভালো হওয়ার কোনও সম্ভাবনা থাকে না। ভারতীয়রা যত তাড়াতাড়ি এটি বুঝবে আঞ্চলিক শান্তির জন্য সেটি ভালো হবে।' [410,153,760,274]
paragraph: দেশটির নিরাপত্তাবাহিনী। [777,153,914,169]
headline-bharote-bangladeshi: ভারতে বাংলাদেশি [76,1363,358,1409]
desh-logo [1323,69,1463,134]
subhead-tarek-babor: (২৪-এর পাতার পর) [881,480,1023,500]
date-bangla: বুধবার ০৪ ডিসেম্বর ২০২৪ [371,107,547,126]
masthead-band [294,63,1225,140]
subhead-bharote-bangladeshi: (২৪-এর পাতার পর) [146,1415,288,1436]
paragraph: নেই বা স্বীকারোক্তিমূলক জবানবন্দি নেই। এর হদিস পাওয়া যায়নি।' [777,515,1127,553]
